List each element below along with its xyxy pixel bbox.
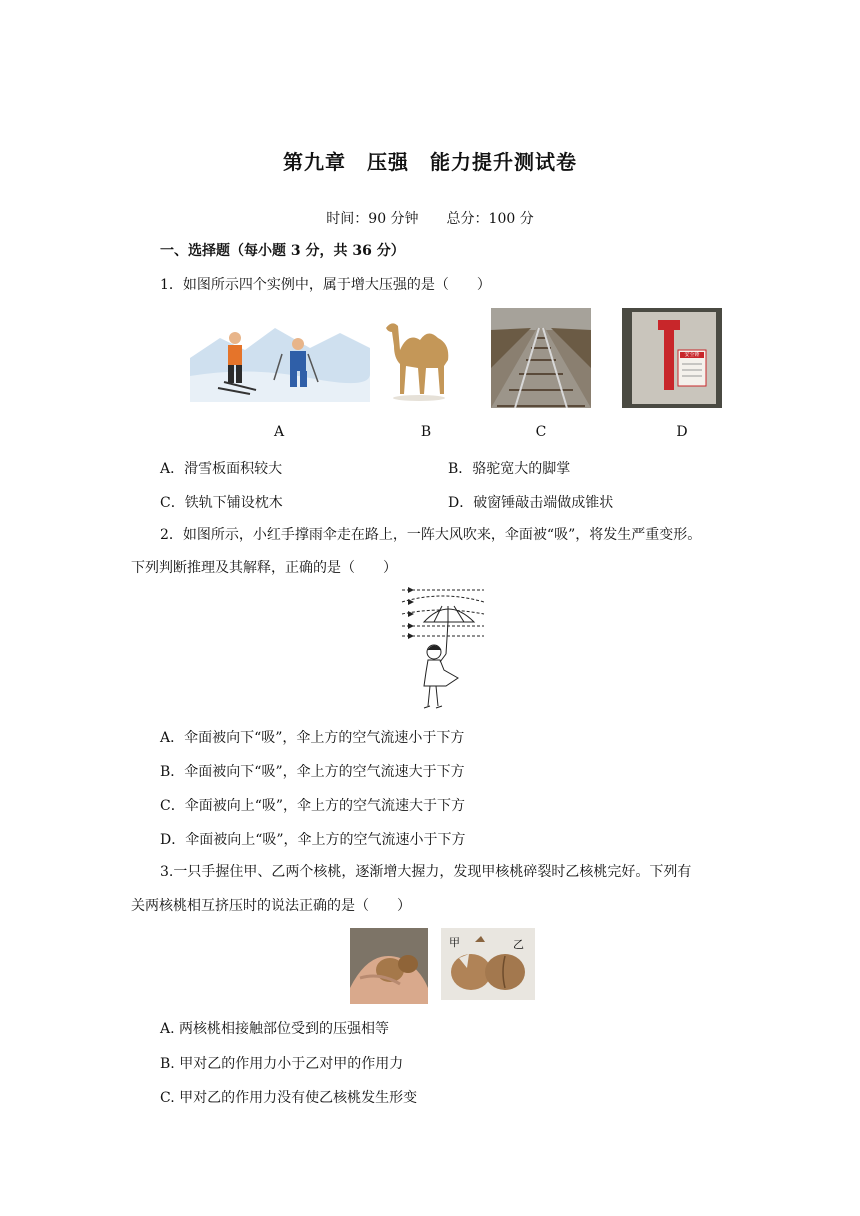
- walnut-label-jia: 甲: [449, 936, 460, 949]
- image-label-a: A: [273, 424, 285, 440]
- q1-option-d: D．破窗锤敲击端做成锥状: [448, 495, 614, 511]
- q1-option-a: A．滑雪板面积较大: [160, 461, 283, 477]
- q3-option-c: C. 甲对乙的作用力没有使乙核桃发生形变: [160, 1090, 418, 1106]
- image-label-c: C: [535, 424, 547, 440]
- q2-stem-line1: 2．如图所示，小红手撑雨伞走在路上，一阵大风吹来，伞面被“吸”，将发生严重变形。: [160, 527, 702, 543]
- q2-option-c: C．伞面被向上“吸”，伞上方的空气流速大于下方: [160, 798, 466, 814]
- safety-hammer-image: [622, 308, 722, 408]
- section-heading: 一、选择题（每小题 3 分，共 36 分）: [160, 243, 405, 259]
- q3-stem-line2: 关两核桃相互挤压时的说法正确的是（ ）: [131, 898, 411, 914]
- image-label-b: B: [420, 424, 432, 440]
- q1-option-b: B．骆驼宽大的脚掌: [448, 461, 571, 477]
- umbrella-girl-figure: [398, 584, 488, 714]
- q2-option-b: B．伞面被向下“吸”，伞上方的空气流速大于下方: [160, 764, 465, 780]
- q2-stem-line2: 下列判断推理及其解释，正确的是（ ）: [131, 560, 397, 576]
- walnut-label-yi: 乙: [513, 938, 524, 951]
- q3-option-a: A. 两核桃相接触部位受到的压强相等: [160, 1021, 390, 1037]
- camel-image: [378, 310, 460, 402]
- q2-option-d: D．伞面被向上“吸”，伞上方的空气流速小于下方: [160, 832, 466, 848]
- railway-image: [491, 308, 591, 408]
- exam-meta: 时间：90 分钟 总分：100 分: [326, 211, 534, 227]
- q3-option-b: B. 甲对乙的作用力小于乙对甲的作用力: [160, 1056, 404, 1072]
- q2-option-a: A．伞面被向下“吸”，伞上方的空气流速小于下方: [160, 730, 465, 746]
- q3-stem-line1: 3.一只手握住甲、乙两个核桃，逐渐增大握力，发现甲核桃碎裂时乙核桃完好。下列有: [160, 864, 692, 880]
- walnuts-photo: [441, 928, 535, 1000]
- skiers-image: [190, 318, 370, 402]
- q1-stem: 1．如图所示四个实例中，属于增大压强的是（ ）: [160, 277, 491, 293]
- hand-walnuts-photo: [350, 928, 428, 1004]
- image-label-d: D: [676, 424, 688, 440]
- hammer-sign-text: 安全锤: [684, 352, 700, 358]
- page-title: 第九章 压强 能力提升测试卷: [283, 150, 577, 174]
- q1-option-c: C．铁轨下铺设枕木: [160, 495, 283, 511]
